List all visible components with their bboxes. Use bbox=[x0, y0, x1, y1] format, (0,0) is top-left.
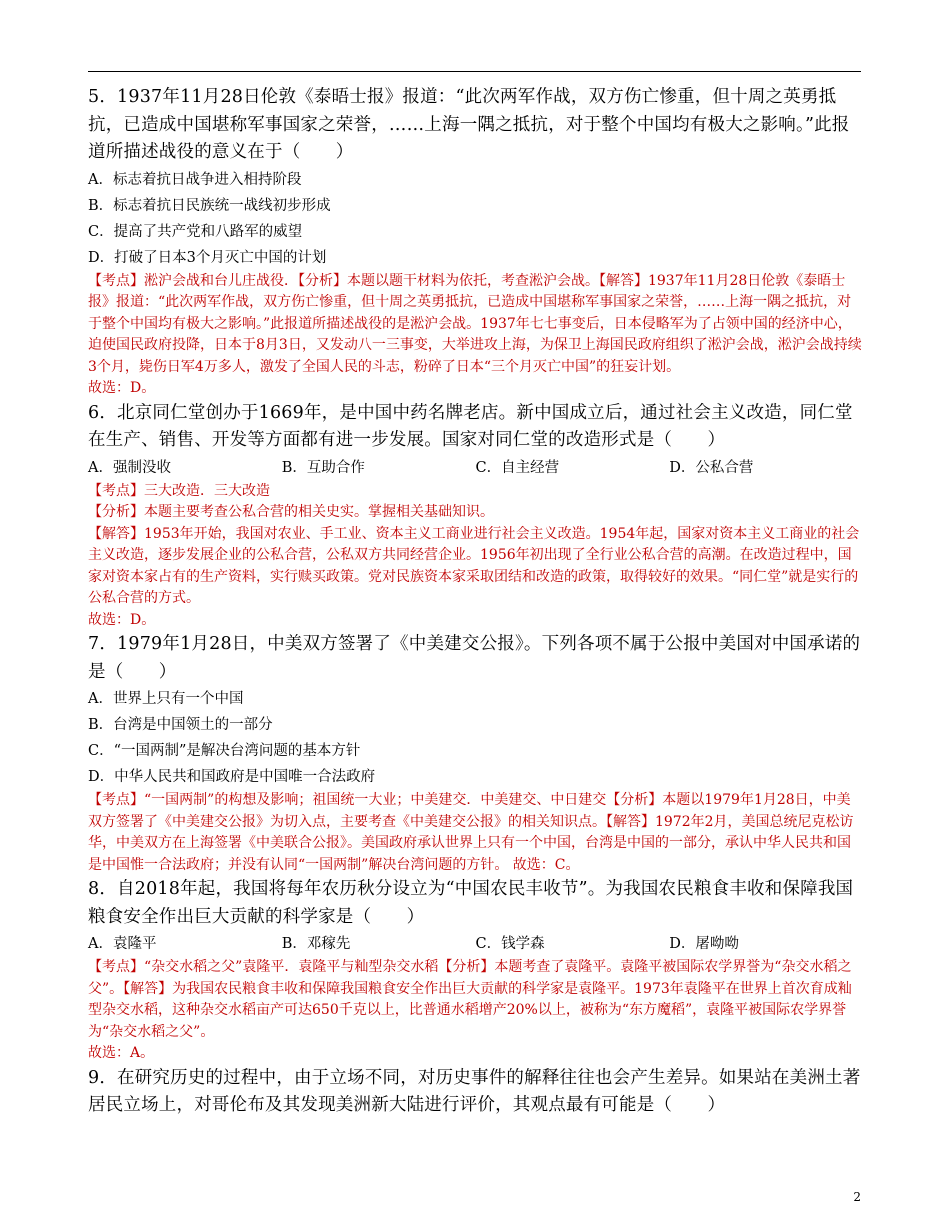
option-a: A．强制没收 bbox=[88, 459, 171, 476]
option-d: D．屠呦呦 bbox=[669, 936, 739, 952]
question-7 bbox=[88, 631, 863, 876]
question-stem: 6．北京同仁堂创办于1669年，是中国中药名牌老店。新中国成立后，通过社会主义改造，同仁堂在生产、销售、开发等方面都有进一步发展。国家对同仁堂的改造形式是（ ） bbox=[88, 402, 853, 450]
question-stem: 5．1937年11月28日伦敦《泰晤士报》报道：“此次两军作战，双方伤亡惨重，但十周之英勇抵抗，已造成中国堪称军事国家之荣誉，……上海一隅之抵抗，对于整个中国均有极大之影响。”此报道所描述战役的意义在于（ ） bbox=[88, 87, 850, 162]
option-c: C．钱学森 bbox=[475, 936, 545, 952]
header-rule bbox=[88, 71, 861, 72]
question-stem: 9．在研究历史的过程中，由于立场不同，对历史事件的解释往往也会产生差异。如果站在美洲土著居民立场上，对哥伦布及其发现美洲新大陆进行评价，其观点最有可能是（ ） bbox=[88, 1067, 861, 1115]
page-content bbox=[88, 84, 863, 1120]
option-b: B．互助合作 bbox=[281, 459, 365, 476]
question-6 bbox=[88, 400, 863, 632]
option-b: B．标志着抗日民族统一战线初步形成 bbox=[88, 197, 331, 214]
answer: 故选：D。 bbox=[88, 611, 156, 628]
option-a: A．世界上只有一个中国 bbox=[88, 691, 244, 707]
answer: 故选：A。 bbox=[88, 1045, 155, 1061]
option-a: A．标志着抗日战争进入相持阶段 bbox=[88, 171, 302, 188]
analysis: 【考点】“一国两制”的构想及影响；祖国统一大业；中美建交．中美建交、中日建交【分析】本题以1979年1月28日，中美双方签署了《中美建交公报》为切入点，主要考查《中美建交公报》的相关知识点。【解答】1972年2月，美国总统尼克松访华，中美双方在上海签署《中美联合公报》。美国政府承认世界上只有一个中国，台湾是中国的一部分，承认中华人民共和国是中国惟一合法政府；并没有认同“一国两制”解决台湾问题的方针。 故选：C。 bbox=[88, 792, 854, 873]
answer: 故选：D。 bbox=[88, 380, 156, 396]
jieda: 【解答】1953年开始，我国对农业、手工业、资本主义工商业进行社会主义改造。1954年起，国家对资本主义工商业的社会主义改造，逐步发展企业的公私合营，公私双方共同经营企业。1956年初出现了全行业公私合营的高潮。在改造过程中，国家对资本家占有的生产资料，实行赎买政策。党对民族资本家采取团结和改造的政策，取得较好的效果。“同仁堂”就是实行的公私合营的方式。 bbox=[88, 525, 860, 606]
options-row bbox=[88, 455, 863, 481]
option-c: C．自主经营 bbox=[475, 459, 560, 476]
analysis: 【考点】“杂交水稻之父”袁隆平．袁隆平与籼型杂交水稻【分析】本题考查了袁隆平。袁隆平被国际农学界誉为“杂交水稻之父”。【解答】为我国农民粮食丰收和保障我国粮食安全作出巨大贡献的科学家是袁隆平。1973年袁隆平在世界上首次育成籼型杂交水稻，这种杂交水稻亩产可达650千克以上，比普通水稻增产20%以上，被称为“东方魔稻”，袁隆平被国际农学界誉为“杂交水稻之父”。 bbox=[88, 959, 852, 1040]
fenxi: 【分析】本题主要考查公私合营的相关史实。掌握相关基础知识。 bbox=[88, 504, 494, 520]
question-5 bbox=[88, 84, 863, 400]
page-number: 2 bbox=[853, 1190, 861, 1204]
option-c: C．“一国两制”是解决台湾问题的基本方针 bbox=[88, 743, 361, 759]
options-row bbox=[88, 931, 863, 957]
option-a: A．袁隆平 bbox=[88, 936, 157, 952]
question-stem: 7．1979年1月28日，中美双方签署了《中美建交公报》。下列各项不属于公报中美国对中国承诺的是（ ） bbox=[88, 634, 861, 682]
option-d: D．中华人民共和国政府是中国唯一合法政府 bbox=[88, 769, 376, 785]
question-9 bbox=[88, 1065, 863, 1120]
question-8 bbox=[88, 876, 863, 1065]
option-b: B．邓稼先 bbox=[281, 936, 351, 952]
option-c: C．提高了共产党和八路军的威望 bbox=[88, 223, 303, 240]
analysis: 【考点】淞沪会战和台儿庄战役．【分析】本题以题干材料为依托，考查淞沪会战。【解答】1937年11月28日伦敦《泰晤士报》报道：“此次两军作战，双方伤亡惨重，但十周之英勇抵抗，已造成中国堪称军事国家之荣誉，……上海一隅之抵抗，对于整个中国均有极大之影响。”此报道所描述战役的是淞沪会战。1937年七七事变后，日本侵略军为了占领中国的经济中心，迫使国民政府投降，日本于8月3日，又发动八一三事变，大举进攻上海，为保卫上海国民政府组织了淞沪会战，淞沪会战持续3个月，毙伤日军4万多人，激发了全国人民的斗志，粉碎了日本“三个月灭亡中国”的狂妄计划。 bbox=[88, 272, 862, 375]
kaodian: 【考点】三大改造．三大改造 bbox=[88, 482, 270, 499]
option-d: D．公私合营 bbox=[669, 459, 754, 476]
option-b: B．台湾是中国领土的一部分 bbox=[88, 717, 273, 733]
option-d: D．打破了日本3个月灭亡中国的计划 bbox=[88, 249, 327, 266]
question-stem: 8．自2018年起，我国将每年农历秋分设立为“中国农民丰收节”。为我国农民粮食丰收和保障我国粮食安全作出巨大贡献的科学家是（ ） bbox=[88, 879, 854, 927]
